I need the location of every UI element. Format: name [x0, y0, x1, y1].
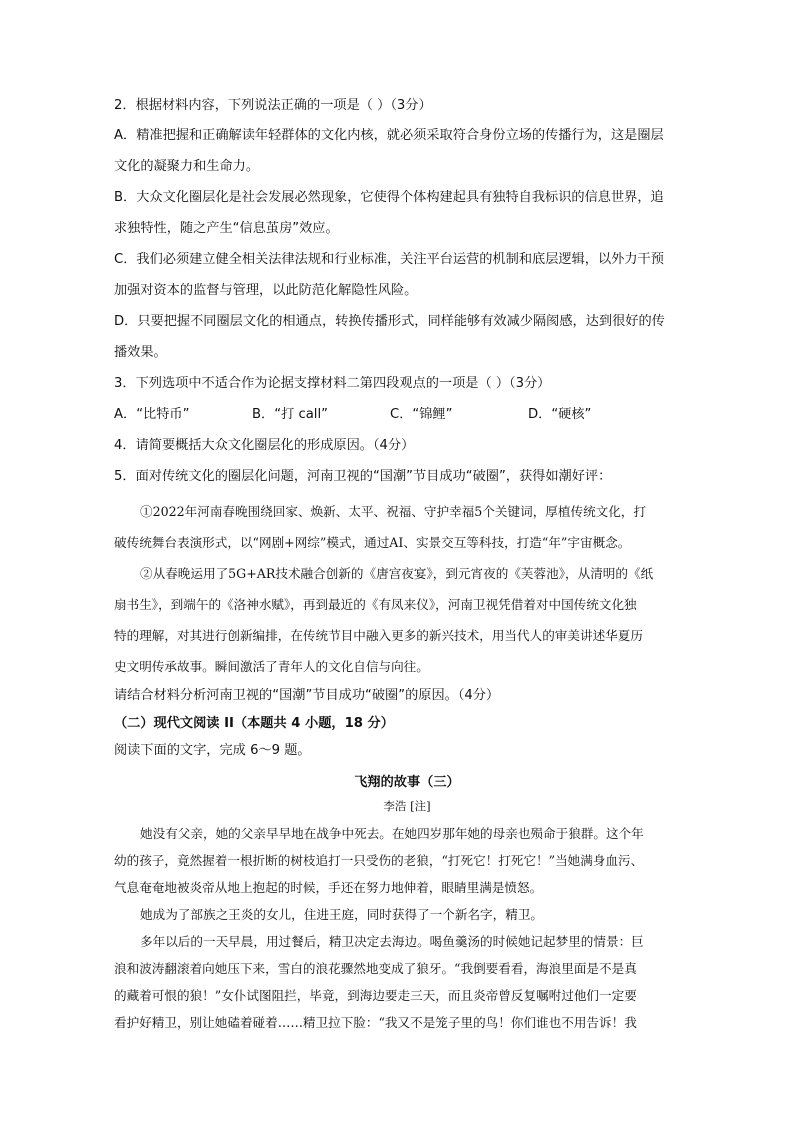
story-title: 飞翔的故事（三） — [354, 775, 460, 790]
q5-material2-line1: ②从春晚运用了5G+AR技术融合创新的《唐宫夜宴》，到元宵夜的《芙蓉池》，从清明的《纸 — [140, 566, 654, 581]
q3-option-a: A．“比特币” — [114, 407, 190, 422]
story-p3-line4: 看护好精卫，别让她磕着碰着……精卫拉下脸：“我又不是笼子里的鸟！你们谁也不用告诉！我 — [114, 1015, 637, 1030]
q5-material1-line2: 破传统舞台表演形式，以“网剧+网综”模式，通过AI、实景交互等科技，打造“年”宇宙概念。 — [114, 535, 631, 550]
story-author: 李浩 [注] — [383, 799, 431, 813]
q3-stem: 3．下列选项中不适合作为论据支撑材料二第四段观点的一项是（ ）（3分） — [114, 376, 551, 391]
q5-material2-line2: 扇书生》，到端午的《洛神水赋》，再到最近的《有凤来仪》，河南卫视凭借着对中国传统文化独 — [114, 597, 637, 612]
q2-stem: 2．根据材料内容，下列说法正确的一项是（ ）（3分） — [114, 98, 432, 113]
q2-option-a-line2: 文化的凝聚力和生命力。 — [114, 159, 260, 174]
story-p3-line3: 的藏着可恨的狼！”女仆试图阻拦，毕竟，到海边要走三天，而且炎帝曾反复嘱咐过他们一定要 — [114, 988, 637, 1003]
q3-option-c: C．“锦鲤” — [390, 407, 453, 422]
story-p1-line2: 幼的孩子，竟然握着一根折断的树枝追打一只受伤的老狼，“打死它！打死它！”当她满身血污、 — [114, 853, 644, 868]
q4-stem: 4．请简要概括大众文化圈层化的形成原因。（4分） — [114, 438, 415, 453]
q2-option-b-line1: B．大众文化圈层化是社会发展必然现象，它使得个体构建起具有独特自我标识的信息世界，追 — [114, 190, 664, 205]
q2-option-c-line1: C．我们必须建立健全相关法律法规和行业标准，关注平台运营的机制和底层逻辑，以外力干预 — [114, 252, 664, 267]
q5-material1-line1: ①2022年河南春晚围绕回家、焕新、太平、祝福、守护幸福5个关键词，厚植传统文化，打 — [140, 504, 647, 519]
q5-material2-line4: 史文明传承故事。瞬间激活了青年人的文化自信与向往。 — [114, 659, 429, 674]
story-p1-line1: 她没有父亲，她的父亲早早地在战争中死去。在她四岁那年她的母亲也殒命于狼群。这个年 — [140, 826, 644, 841]
story-p2-line1: 她成为了部族之王炎的女儿，住进王庭，同时获得了一个新名字，精卫。 — [140, 907, 543, 922]
story-p1-line3: 气息奄奄地被炎帝从地上抱起的时候，手还在努力地伸着，眼睛里满是愤怒。 — [114, 880, 543, 895]
q5-stem: 5．面对传统文化的圈层化问题，河南卫视的“国潮”节目成功“破圈”，获得如潮好评： — [114, 469, 612, 484]
section2-heading: （二）现代文阅读 II（本题共 4 小题，18 分） — [114, 716, 394, 731]
q3-option-d: D．“硬核” — [528, 407, 592, 422]
q2-option-c-line2: 加强对资本的监督与管理，以此防范化解隐性风险。 — [114, 283, 418, 298]
q2-option-a-line1: A．精准把握和正确解读年轻群体的文化内核，就必须采取符合身份立场的传播行为，这是圈层 — [114, 128, 664, 143]
q5-ask: 请结合材料分析河南卫视的“国潮”节目成功“破圈”的原因。（4分） — [114, 688, 500, 703]
q2-option-d-line1: D．只要把握不同圈层文化的相通点，转换传播形式，同样能够有效减少隔阂感，达到很好的传 — [114, 314, 665, 329]
section2-instruction: 阅读下面的文字，完成 6～9 题。 — [114, 743, 311, 758]
q2-option-d-line2: 播效果。 — [114, 345, 167, 360]
story-p3-line2: 浪和波涛翻滚着向她压下来，雪白的浪花骤然地变成了狼牙。“我倒要看看，海浪里面是不是真 — [114, 961, 637, 976]
q2-option-b-line2: 求独特性，随之产生“信息茧房”效应。 — [114, 221, 339, 236]
q5-material2-line3: 特的理解，对其进行创新编排，在传统节目中融入更多的新兴技术，用当代人的审美讲述华夏历 — [114, 628, 643, 643]
story-p3-line1: 多年以后的一天早晨，用过餐后，精卫决定去海边。喝鱼羹汤的时候她记起梦里的情景：巨 — [140, 934, 644, 949]
q3-option-b: B．“打 call” — [252, 407, 328, 422]
